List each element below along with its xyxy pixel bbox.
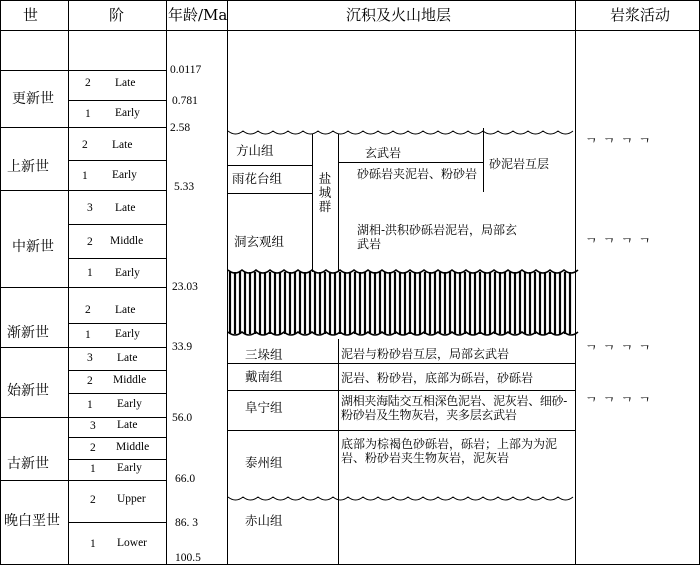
stage-index: 1 (90, 538, 96, 550)
epoch-paleocene: 古新世 (7, 456, 49, 472)
age-label: 100.5 (175, 552, 201, 564)
stage-index: 1 (87, 267, 93, 279)
magmatism-basalt-symbol: ᄀ ᄀ ᄀ ᄀ (585, 344, 652, 359)
epoch-pleistocene: 更新世 (12, 91, 54, 107)
stage-name: Early (115, 328, 140, 340)
desc-sandy-mudstone: 砂泥岩互层 (489, 157, 550, 171)
stage-index: 1 (85, 329, 91, 341)
stage-index: 3 (87, 352, 93, 364)
stage-index: 2 (85, 77, 91, 89)
header-stage: 阶 (109, 6, 125, 24)
desc-fangshan: 玄武岩 (365, 146, 402, 160)
age-label: 5.33 (174, 181, 195, 193)
formation-yuhuatai: 雨花台组 (232, 171, 283, 186)
age-label: 0.781 (172, 95, 198, 107)
age-label: 2.58 (170, 122, 191, 134)
header-age: 年龄/Ma (168, 6, 228, 24)
stage-index: 2 (87, 236, 93, 248)
magmatism-basalt-symbol: ᄀ ᄀ ᄀ ᄀ (585, 396, 652, 411)
header-strata: 沉积及火山地层 (346, 6, 452, 24)
stage-name: Middle (110, 235, 144, 247)
stage-index: 2 (90, 442, 96, 454)
stage-name: Upper (117, 493, 146, 505)
stage-name: Middle (113, 374, 147, 386)
age-label: 56.0 (172, 412, 193, 424)
stage-name: Early (115, 267, 140, 279)
stage-index: 3 (90, 420, 96, 432)
stage-name: Middle (116, 441, 150, 453)
stage-index: 2 (85, 304, 91, 316)
desc-dainan: 泥岩、粉砂岩，底部为砾岩，砂砾岩 (341, 371, 534, 385)
epoch-eocene: 始新世 (7, 383, 49, 399)
age-label: 23.03 (172, 281, 198, 293)
formation-chishan: 赤山组 (245, 513, 283, 528)
stage-index: 1 (85, 108, 91, 120)
desc-dongxuanguan: 湖相-洪积砂砾岩泥岩，局部玄武岩 (357, 223, 518, 251)
age-label: 33.9 (172, 341, 193, 353)
stage-name: Late (115, 202, 136, 214)
formation-taizhou: 泰州组 (245, 455, 283, 470)
stage-index: 1 (82, 170, 88, 182)
stage-name: Late (117, 419, 138, 431)
stage-index: 3 (87, 202, 93, 214)
magmatism-basalt-symbol: ᄀ ᄀ ᄀ ᄀ (585, 237, 652, 252)
desc-sanduo: 泥岩与粉砂岩互层，局部玄武岩 (341, 347, 510, 361)
epoch-pliocene: 上新世 (7, 159, 49, 175)
stage-index: 1 (87, 399, 93, 411)
stage-name: Late (115, 304, 136, 316)
stage-name: Early (117, 398, 142, 410)
age-label: 86. 3 (175, 517, 198, 529)
age-label: 66.0 (175, 473, 196, 485)
unconformity-line (228, 131, 573, 134)
formation-dongxuanguan: 洞玄观组 (234, 234, 285, 249)
stage-index: 2 (87, 375, 93, 387)
epoch-late-cretaceous: 晚白垩世 (4, 513, 60, 529)
age-label: 0.0117 (170, 64, 202, 76)
stage-name: Late (112, 139, 133, 151)
stage-index: 2 (90, 494, 96, 506)
stage-name: Lower (117, 537, 148, 549)
hiatus-boundary-wave (228, 270, 578, 273)
desc-taizhou: 底部为棕褐色砂砾岩，砾岩；上部为为泥岩、粉砂岩夹生物灰岩，泥灰岩 (341, 437, 558, 465)
header-magmatism: 岩浆活动 (610, 6, 671, 24)
magmatism-basalt-symbol: ᄀ ᄀ ᄀ ᄀ (585, 137, 652, 152)
formation-fangshan: 方山组 (236, 143, 274, 158)
stage-name: Early (117, 462, 142, 474)
epoch-oligocene: 渐新世 (7, 325, 49, 341)
stage-name: Late (115, 77, 136, 89)
stage-name: Late (117, 352, 138, 364)
formation-dainan: 戴南组 (245, 369, 283, 384)
header-epoch: 世 (23, 6, 39, 24)
desc-yuhuatai: 砂砾岩夹泥岩、粉砂岩 (357, 167, 478, 181)
group-yancheng: 盐城群 (318, 171, 332, 214)
hiatus-band (228, 270, 578, 335)
stage-name: Early (112, 169, 137, 181)
stage-name: Early (115, 107, 140, 119)
epoch-miocene: 中新世 (12, 239, 54, 255)
stage-index: 1 (90, 463, 96, 475)
formation-funing: 阜宁组 (245, 400, 283, 415)
unconformity-line (228, 497, 573, 500)
desc-funing: 湖相夹海陆交互相深色泥岩、泥灰岩、细砂-粉砂岩及生物灰岩，夹多层玄武岩 (341, 394, 568, 422)
formation-sanduo: 三垛组 (245, 347, 283, 362)
stage-index: 2 (82, 139, 88, 151)
